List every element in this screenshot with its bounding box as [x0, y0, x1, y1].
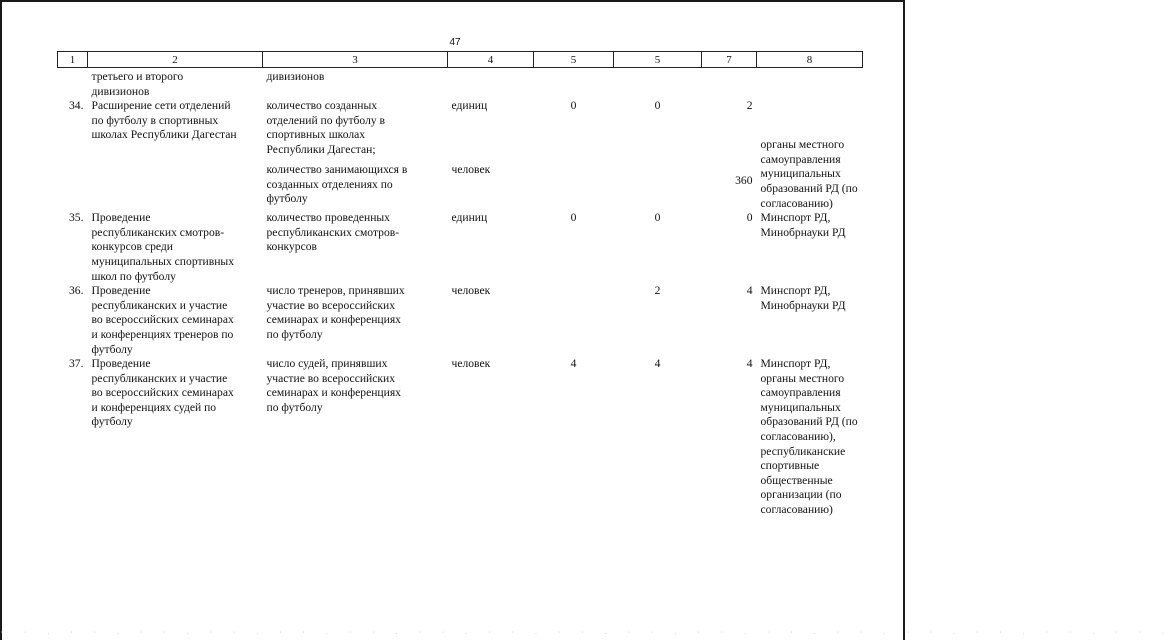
responsible-cell	[757, 357, 863, 518]
measure-cell	[88, 99, 263, 211]
value-cell-col6: 0	[654, 211, 661, 225]
row-number-cell: 35.	[69, 211, 84, 225]
page-frame-left	[0, 0, 2, 640]
text-line: образований РД (по	[760, 415, 858, 429]
column-header-3: 3	[263, 52, 448, 68]
text-line: во всероссийских семинарах	[91, 313, 234, 327]
unit-cell: единиц	[451, 211, 488, 225]
responsible-cell	[757, 284, 863, 357]
value-cell-col7: 360	[735, 174, 753, 188]
text-line: Минобрнауки РД	[760, 225, 846, 239]
text-line: Минспорт РД,	[760, 357, 831, 371]
text-line: согласованию)	[760, 196, 833, 210]
text-line: футболу	[91, 415, 133, 429]
text-line: школах Республики Дагестан	[91, 128, 237, 142]
text-line: и конференциях судей по	[91, 400, 217, 414]
indicator-cell	[263, 99, 448, 163]
text-line: число тренеров, принявших	[266, 284, 405, 298]
unit-cell: человек	[451, 163, 491, 177]
text-line: республиканские	[760, 444, 846, 458]
program-table	[57, 51, 863, 518]
text-line: конкурсов	[266, 240, 318, 254]
text-line: конкурсов среди	[91, 240, 173, 254]
indicator-cell	[263, 357, 448, 518]
text-line: самоуправления	[760, 152, 841, 166]
text-line: футболу	[266, 192, 308, 206]
responsible-cell	[757, 211, 863, 284]
text-line: Минобрнауки РД	[760, 298, 846, 312]
text-line: спортивные	[760, 459, 820, 473]
table-row-34	[58, 99, 863, 163]
text-line: Расширение сети отделений	[91, 99, 231, 113]
row-number-cell: 34.	[69, 99, 84, 113]
value-cell-col5: 0	[570, 99, 577, 113]
text-line: Республики Дагестан;	[266, 142, 376, 156]
measure-cell	[88, 68, 263, 100]
table-row-35	[58, 211, 863, 284]
text-line: и конференциях тренеров по	[91, 327, 234, 341]
text-line: согласованию)	[760, 503, 833, 517]
text-line: дивизионов	[266, 70, 325, 83]
value-cell-col6: 0	[654, 99, 661, 113]
column-header-6: 5	[614, 52, 702, 68]
page-frame-top	[0, 0, 905, 2]
text-line: республиканских и участие	[91, 298, 228, 312]
table-row-continuation	[58, 68, 863, 100]
text-line: Проведение	[91, 357, 151, 371]
column-header-4: 4	[448, 52, 534, 68]
indicator-cell	[263, 284, 448, 357]
text-line: Проведение	[91, 211, 151, 225]
text-line: республиканских и участие	[91, 371, 228, 385]
value-cell-col7: 0	[746, 211, 753, 225]
text-line: семинарах и конференциях	[266, 313, 401, 327]
text-line: по футболу	[266, 327, 323, 341]
row-number-cell: 36.	[69, 284, 84, 298]
text-line: во всероссийских семинарах	[91, 386, 234, 400]
text-line: по футболу	[266, 400, 323, 414]
indicator-cell	[263, 211, 448, 284]
scan-noise-footer: · · . · · . · · . · · . · · . · · . · · . · · . · · . · · . · · . · · . · · . · · . · · . · · . · · .	[0, 629, 1173, 636]
text-line: семинарах и конференциях	[266, 386, 401, 400]
text-line: Минспорт РД,	[760, 284, 831, 298]
text-line: муниципальных	[760, 400, 841, 414]
text-line: Минспорт РД,	[760, 211, 831, 225]
column-header-5: 5	[534, 52, 614, 68]
indicator-cell	[263, 68, 448, 100]
text-line: организации (по	[760, 488, 842, 502]
text-line: количество занимающихся в	[266, 163, 408, 177]
column-number-header-row	[58, 52, 863, 68]
value-cell-col6	[614, 163, 702, 211]
column-header-7: 7	[702, 52, 757, 68]
value-cell-col5	[534, 284, 614, 357]
value-cell-col5	[534, 163, 614, 211]
value-cell-col6: 4	[654, 357, 661, 371]
text-line: республиканских смотров-	[266, 225, 400, 239]
text-line: отделений по футболу в	[266, 113, 386, 127]
unit-cell: человек	[451, 357, 491, 371]
text-line: органы местного	[760, 371, 845, 385]
text-line: республиканских смотров-	[91, 225, 225, 239]
text-line: школ по футболу	[91, 269, 176, 283]
column-header-8: 8	[757, 52, 863, 68]
value-cell-col7: 4	[746, 357, 753, 371]
text-line: футболу	[91, 342, 133, 356]
row-number-cell	[58, 68, 88, 100]
column-header-1: 1	[58, 52, 88, 68]
text-line: число судей, принявших	[266, 357, 388, 371]
text-line: согласованию),	[760, 430, 836, 444]
text-line: муниципальных	[760, 167, 841, 181]
text-line: спортивных школах	[266, 128, 366, 142]
unit-cell: человек	[451, 284, 491, 298]
row-number-cell	[58, 163, 88, 211]
value-cell-col6: 2	[654, 284, 661, 298]
page-number: 47	[449, 37, 461, 48]
text-line: по футболу в спортивных	[91, 113, 219, 127]
value-cell-col5: 4	[570, 357, 577, 371]
text-line: самоуправления	[760, 386, 841, 400]
text-line: третьего и второго	[91, 70, 184, 83]
table-row-36	[58, 284, 863, 357]
text-line: созданных отделениях по	[266, 177, 393, 191]
row-number-cell: 37.	[69, 357, 84, 371]
page-frame-right	[903, 0, 905, 640]
measure-cell	[88, 284, 263, 357]
measure-cell	[88, 211, 263, 284]
text-line: органы местного	[760, 138, 845, 152]
text-line: общественные	[760, 473, 833, 487]
text-line: количество проведенных	[266, 211, 390, 225]
measure-cell	[88, 357, 263, 518]
text-line: образований РД (по	[760, 181, 858, 195]
text-line: участие во всероссийских	[266, 298, 396, 312]
indicator-cell	[263, 163, 448, 211]
table-row-37	[58, 357, 863, 518]
value-cell-col5: 0	[570, 211, 577, 225]
text-line: количество созданных	[266, 99, 378, 113]
value-cell-col7: 4	[746, 284, 753, 298]
responsible-cell	[757, 99, 863, 211]
text-line: муниципальных спортивных	[91, 254, 234, 268]
unit-cell: единиц	[451, 99, 488, 113]
text-line: Проведение	[91, 284, 151, 298]
text-line: участие во всероссийских	[266, 371, 396, 385]
column-header-2: 2	[88, 52, 263, 68]
value-cell-col7: 2	[746, 99, 753, 113]
text-line: дивизионов	[91, 84, 150, 98]
